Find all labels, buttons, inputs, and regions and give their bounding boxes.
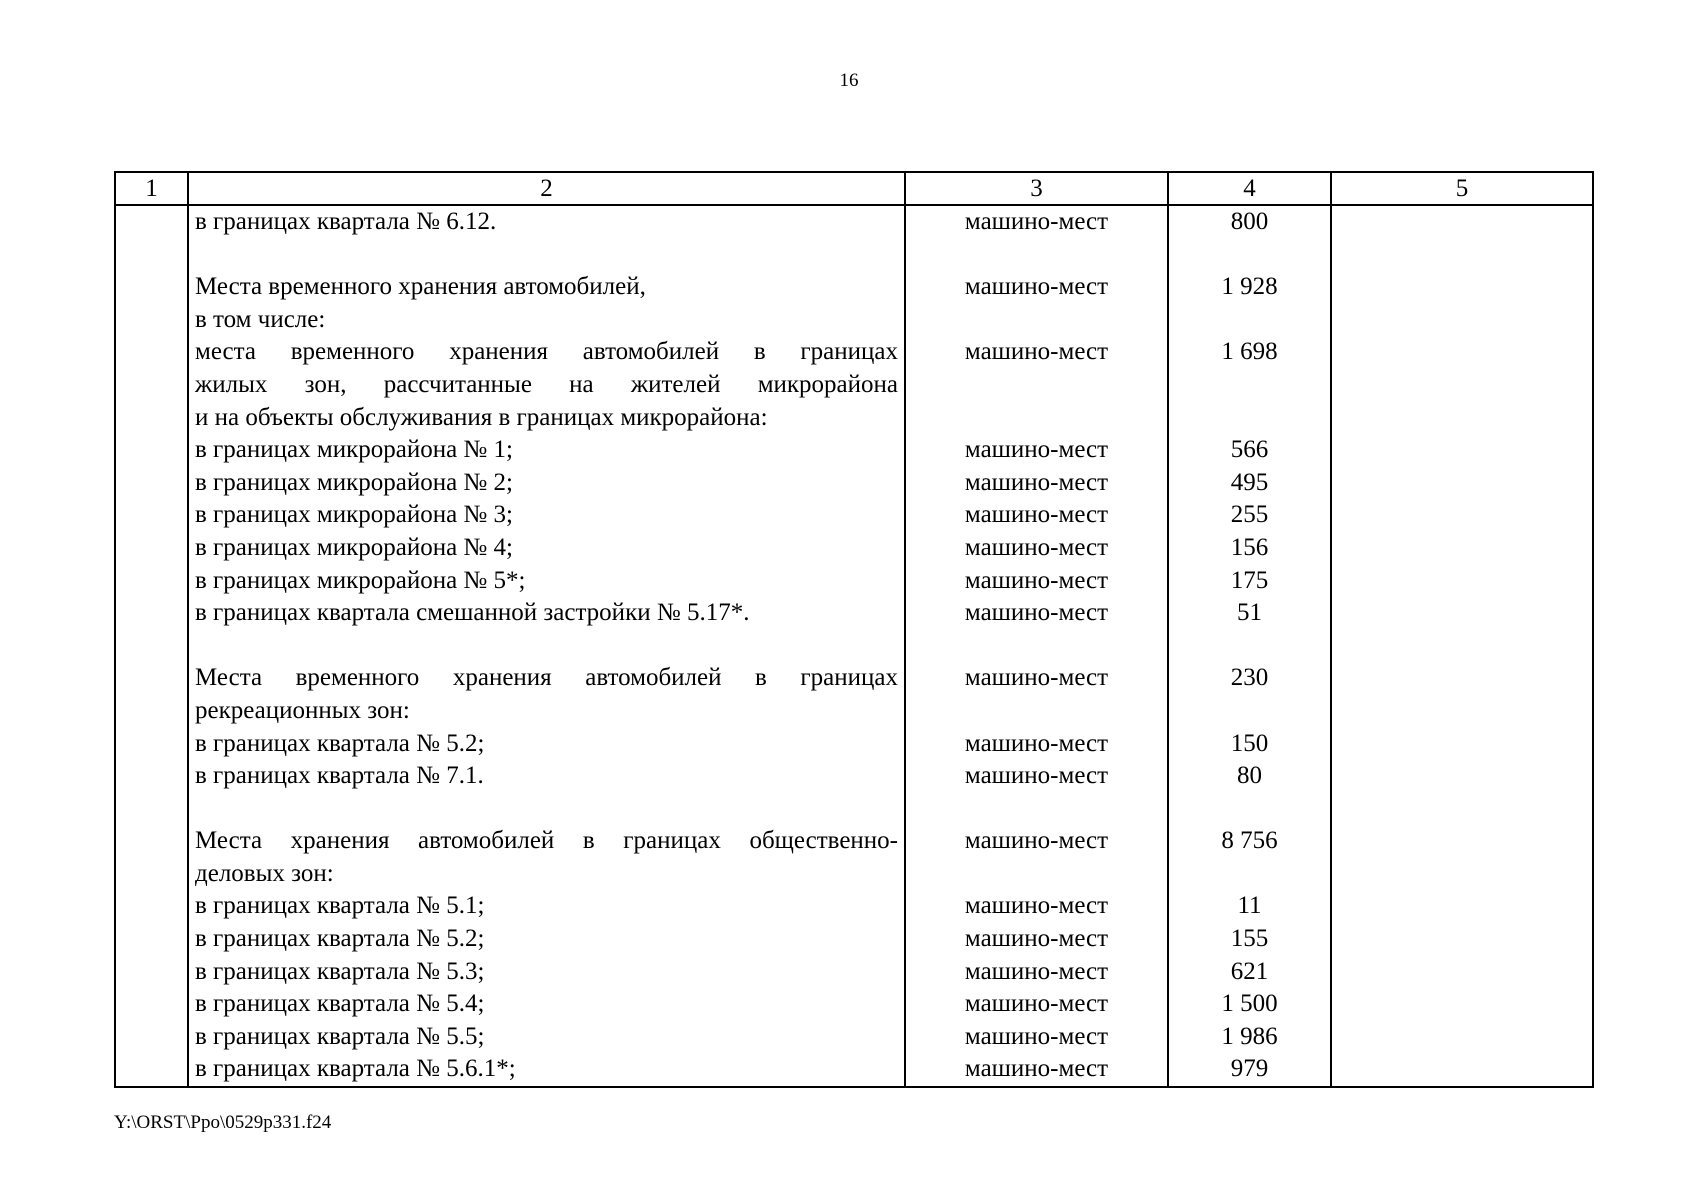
cell-description xyxy=(188,597,905,630)
cell-value: 80 xyxy=(1168,760,1331,793)
description-text: в границах квартала № 5.2; xyxy=(195,925,485,953)
cell-description xyxy=(188,1021,905,1054)
cell-number xyxy=(115,825,188,858)
cell-description xyxy=(188,760,905,793)
cell-value: 11 xyxy=(1168,890,1331,923)
cell-unit: машино-мест xyxy=(905,434,1168,467)
cell-description xyxy=(188,793,905,826)
cell-unit xyxy=(905,695,1168,728)
cell-value: 979 xyxy=(1168,1053,1331,1087)
cell-unit xyxy=(905,402,1168,435)
cell-description xyxy=(188,336,905,369)
cell-unit: машино-мест xyxy=(905,565,1168,598)
description-text: в границах квартала № 5.2; xyxy=(195,729,485,757)
cell-note xyxy=(1331,825,1593,858)
cell-unit: машино-мест xyxy=(905,728,1168,761)
cell-number xyxy=(115,565,188,598)
cell-value xyxy=(1168,402,1331,435)
cell-description xyxy=(188,956,905,989)
cell-value xyxy=(1168,239,1331,272)
cell-note xyxy=(1331,467,1593,500)
table-row xyxy=(115,205,1593,239)
table-row xyxy=(115,336,1593,369)
description-text: Места временного хранения автомобилей, xyxy=(195,273,646,301)
cell-note xyxy=(1331,923,1593,956)
cell-value: 8 756 xyxy=(1168,825,1331,858)
cell-unit: машино-мест xyxy=(905,271,1168,304)
cell-number xyxy=(115,402,188,435)
table-row xyxy=(115,760,1593,793)
description-text: в границах квартала смешанной застройки № 5.17*. xyxy=(195,599,750,627)
table-row xyxy=(115,793,1593,826)
cell-unit: машино-мест xyxy=(905,336,1168,369)
cell-unit xyxy=(905,793,1168,826)
cell-value: 150 xyxy=(1168,728,1331,761)
cell-number xyxy=(115,760,188,793)
table-row xyxy=(115,369,1593,402)
cell-unit: машино-мест xyxy=(905,956,1168,989)
description-text: в границах микрорайона № 1; xyxy=(195,436,513,464)
cell-number xyxy=(115,467,188,500)
cell-note xyxy=(1331,205,1593,239)
table-row xyxy=(115,565,1593,598)
cell-note xyxy=(1331,988,1593,1021)
cell-value xyxy=(1168,304,1331,337)
table-row xyxy=(115,434,1593,467)
cell-description xyxy=(188,205,905,239)
cell-value: 621 xyxy=(1168,956,1331,989)
cell-number xyxy=(115,1053,188,1087)
table-row xyxy=(115,695,1593,728)
cell-unit: машино-мест xyxy=(905,662,1168,695)
cell-note xyxy=(1331,662,1593,695)
cell-unit xyxy=(905,239,1168,272)
cell-number xyxy=(115,205,188,239)
cell-number xyxy=(115,988,188,1021)
cell-description xyxy=(188,499,905,532)
cell-description xyxy=(188,369,905,402)
description-text: деловых зон: xyxy=(195,859,334,887)
cell-unit: машино-мест xyxy=(905,760,1168,793)
description-text: и на объекты обслуживания в границах микрорайона: xyxy=(195,403,768,431)
cell-unit: машино-мест xyxy=(905,825,1168,858)
cell-description xyxy=(188,728,905,761)
cell-note xyxy=(1331,565,1593,598)
cell-number xyxy=(115,239,188,272)
cell-unit: машино-мест xyxy=(905,499,1168,532)
description-text: Места хранения автомобилей в границах общественно- xyxy=(195,827,898,855)
table-row xyxy=(115,988,1593,1021)
cell-description xyxy=(188,304,905,337)
cell-note xyxy=(1331,532,1593,565)
cell-description xyxy=(188,434,905,467)
cell-unit xyxy=(905,858,1168,891)
cell-description xyxy=(188,532,905,565)
table-row xyxy=(115,956,1593,989)
cell-note xyxy=(1331,239,1593,272)
cell-description xyxy=(188,630,905,663)
cell-note xyxy=(1331,434,1593,467)
description-text: в границах микрорайона № 5*; xyxy=(195,566,526,594)
cell-unit: машино-мест xyxy=(905,597,1168,630)
cell-description xyxy=(188,402,905,435)
cell-description xyxy=(188,271,905,304)
description-text: в границах квартала № 7.1. xyxy=(195,762,484,790)
cell-number xyxy=(115,434,188,467)
table-row xyxy=(115,271,1593,304)
data-table xyxy=(114,171,1594,1088)
table-row xyxy=(115,923,1593,956)
cell-description xyxy=(188,239,905,272)
table-row xyxy=(115,825,1593,858)
cell-note xyxy=(1331,630,1593,663)
cell-unit: машино-мест xyxy=(905,532,1168,565)
description-text: в том числе: xyxy=(195,305,326,333)
cell-description xyxy=(188,695,905,728)
cell-unit: машино-мест xyxy=(905,467,1168,500)
cell-number xyxy=(115,271,188,304)
cell-value: 1 986 xyxy=(1168,1021,1331,1054)
cell-description xyxy=(188,467,905,500)
cell-unit xyxy=(905,630,1168,663)
cell-unit: машино-мест xyxy=(905,205,1168,239)
cell-value: 156 xyxy=(1168,532,1331,565)
column-header-1: 1 xyxy=(115,172,188,205)
cell-number xyxy=(115,1021,188,1054)
cell-unit: машино-мест xyxy=(905,923,1168,956)
table-row xyxy=(115,402,1593,435)
cell-note xyxy=(1331,956,1593,989)
cell-number xyxy=(115,695,188,728)
cell-note xyxy=(1331,336,1593,369)
table-row xyxy=(115,858,1593,891)
cell-note xyxy=(1331,369,1593,402)
cell-number xyxy=(115,890,188,923)
description-text: в границах квартала № 5.3; xyxy=(195,957,485,985)
cell-number xyxy=(115,597,188,630)
cell-value: 1 500 xyxy=(1168,988,1331,1021)
cell-value: 566 xyxy=(1168,434,1331,467)
cell-value: 175 xyxy=(1168,565,1331,598)
cell-number xyxy=(115,499,188,532)
cell-value: 255 xyxy=(1168,499,1331,532)
description-text: в границах квартала № 6.12. xyxy=(195,208,497,235)
cell-note xyxy=(1331,695,1593,728)
description-text: в границах квартала № 5.4; xyxy=(195,990,485,1018)
cell-description xyxy=(188,662,905,695)
cell-description xyxy=(188,1053,905,1087)
table-row xyxy=(115,1053,1593,1087)
cell-value xyxy=(1168,793,1331,826)
cell-description xyxy=(188,565,905,598)
table-row xyxy=(115,499,1593,532)
cell-value: 230 xyxy=(1168,662,1331,695)
cell-value xyxy=(1168,630,1331,663)
cell-number xyxy=(115,923,188,956)
table-body xyxy=(115,205,1593,1087)
cell-description xyxy=(188,825,905,858)
cell-unit: машино-мест xyxy=(905,988,1168,1021)
cell-number xyxy=(115,728,188,761)
table-header-row xyxy=(115,172,1593,205)
cell-unit: машино-мест xyxy=(905,1021,1168,1054)
description-text: в границах микрорайона № 3; xyxy=(195,501,513,529)
cell-value: 51 xyxy=(1168,597,1331,630)
cell-note xyxy=(1331,1021,1593,1054)
description-text: в границах квартала № 5.1; xyxy=(195,892,485,920)
cell-note xyxy=(1331,402,1593,435)
cell-description xyxy=(188,988,905,1021)
table-row xyxy=(115,1021,1593,1054)
cell-value: 155 xyxy=(1168,923,1331,956)
cell-note xyxy=(1331,499,1593,532)
cell-unit xyxy=(905,304,1168,337)
cell-note xyxy=(1331,728,1593,761)
cell-note xyxy=(1331,1053,1593,1087)
description-text: места временного хранения автомобилей в границах xyxy=(195,338,898,366)
cell-value: 800 xyxy=(1168,205,1331,239)
description-text: жилых зон, рассчитанные на жителей микрорайона xyxy=(195,370,898,398)
description-text: рекреационных зон: xyxy=(195,696,410,724)
cell-note xyxy=(1331,760,1593,793)
column-header-2: 2 xyxy=(188,172,905,205)
column-header-4: 4 xyxy=(1168,172,1331,205)
cell-number xyxy=(115,630,188,663)
cell-description xyxy=(188,890,905,923)
cell-number xyxy=(115,336,188,369)
cell-unit xyxy=(905,369,1168,402)
page-number: 16 xyxy=(839,70,859,91)
cell-number xyxy=(115,304,188,337)
cell-note xyxy=(1331,793,1593,826)
description-text: в границах микрорайона № 4; xyxy=(195,533,513,561)
cell-number xyxy=(115,956,188,989)
cell-value: 1 698 xyxy=(1168,336,1331,369)
cell-note xyxy=(1331,271,1593,304)
cell-note xyxy=(1331,304,1593,337)
cell-unit: машино-мест xyxy=(905,1053,1168,1087)
cell-note xyxy=(1331,597,1593,630)
table-row xyxy=(115,728,1593,761)
table-row xyxy=(115,890,1593,923)
cell-description xyxy=(188,923,905,956)
cell-number xyxy=(115,369,188,402)
table-row xyxy=(115,630,1593,663)
footer-file-path: Y:\ORST\Ppo\0529p331.f24 xyxy=(114,1112,332,1133)
cell-note xyxy=(1331,858,1593,891)
description-text: в границах квартала № 5.5; xyxy=(195,1022,485,1050)
cell-note xyxy=(1331,890,1593,923)
table-row xyxy=(115,239,1593,272)
cell-value: 495 xyxy=(1168,467,1331,500)
cell-description xyxy=(188,858,905,891)
cell-number xyxy=(115,858,188,891)
column-header-3: 3 xyxy=(905,172,1168,205)
description-text: в границах квартала № 5.6.1*; xyxy=(195,1055,516,1083)
table-row xyxy=(115,532,1593,565)
cell-value: 1 928 xyxy=(1168,271,1331,304)
cell-number xyxy=(115,532,188,565)
cell-value xyxy=(1168,858,1331,891)
cell-value xyxy=(1168,369,1331,402)
description-text: в границах микрорайона № 2; xyxy=(195,468,513,496)
table-row xyxy=(115,304,1593,337)
cell-unit: машино-мест xyxy=(905,890,1168,923)
cell-number xyxy=(115,662,188,695)
description-text: Места временного хранения автомобилей в границах xyxy=(195,664,898,692)
cell-number xyxy=(115,793,188,826)
cell-value xyxy=(1168,695,1331,728)
column-header-5: 5 xyxy=(1331,172,1593,205)
table-row xyxy=(115,662,1593,695)
table-row xyxy=(115,467,1593,500)
table-row xyxy=(115,597,1593,630)
